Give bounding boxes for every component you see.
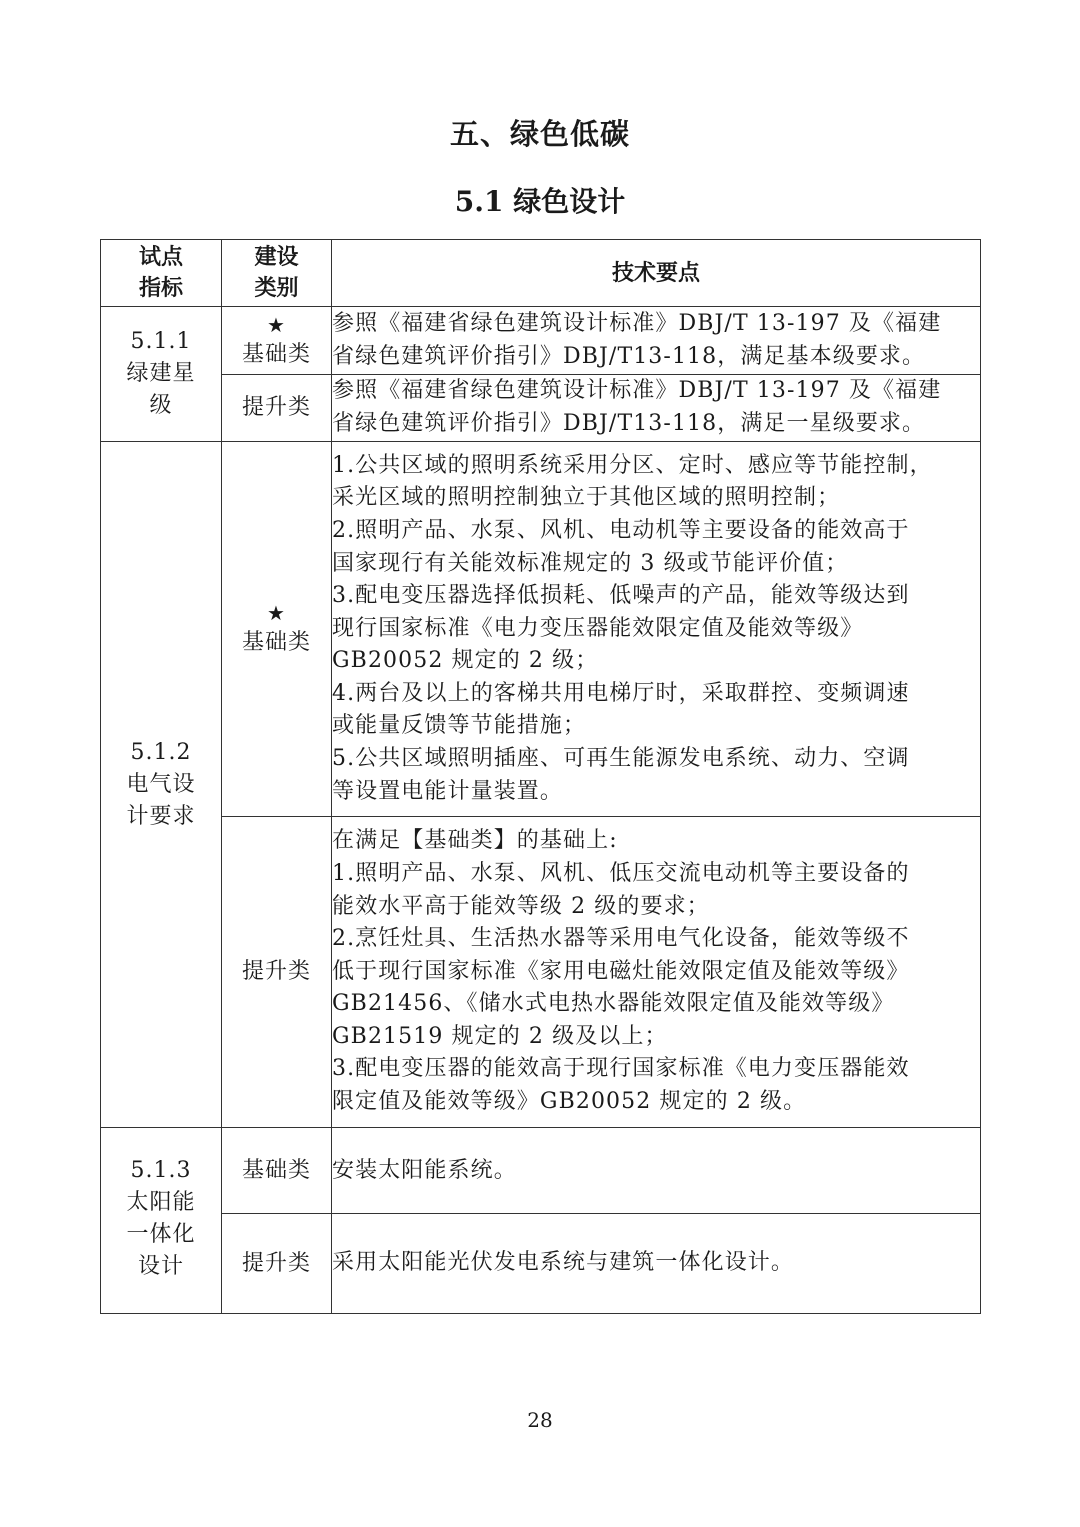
indicator-line: 5.1.1 bbox=[130, 329, 192, 354]
requirement-cell bbox=[332, 1128, 981, 1214]
category-label: 提升类 bbox=[241, 959, 311, 984]
requirement-line: 现行国家标准《电力变压器能效限定值及能效等级》 bbox=[332, 615, 864, 641]
table-row bbox=[101, 442, 981, 817]
requirement-cell bbox=[332, 307, 981, 375]
requirement-line: 或能量反馈等节能措施； bbox=[332, 713, 587, 739]
category-label: 提升类 bbox=[241, 1250, 311, 1276]
table-header-row bbox=[101, 240, 981, 307]
requirement-line: 限定值及能效等级》GB20052 规定的 2 级。 bbox=[332, 1089, 807, 1115]
requirement-line: 1.公共区域的照明系统采用分区、定时、感应等节能控制， bbox=[332, 452, 933, 478]
section-title: 5.1 绿色设计 bbox=[454, 185, 626, 218]
requirement-line: 4.两台及以上的客梯共用电梯厅时，采取群控、变频调速 bbox=[332, 680, 910, 706]
requirement-cell bbox=[332, 817, 981, 1128]
requirement-line: 等设置电能计量装置。 bbox=[332, 778, 564, 804]
indicator-line: 电气设 bbox=[126, 771, 196, 797]
indicator-line: 5.1.3 bbox=[130, 1158, 192, 1183]
requirement-line: 能效水平高于能效等级 2 级的要求； bbox=[332, 893, 710, 919]
requirement-cell bbox=[332, 1214, 981, 1314]
indicator-cell bbox=[101, 307, 222, 442]
category-cell bbox=[222, 307, 332, 375]
category-label: 基础类 bbox=[241, 1158, 311, 1183]
indicator-line: 级 bbox=[149, 393, 173, 418]
category-label: 基础类 bbox=[241, 341, 311, 367]
requirement-line: 采光区域的照明控制独立于其他区域的照明控制； bbox=[332, 485, 841, 511]
category-label: 基础类 bbox=[241, 630, 311, 655]
requirement-cell bbox=[332, 375, 981, 442]
header-requirements: 技术要点 bbox=[332, 240, 981, 307]
requirement-line: 安装太阳能系统。 bbox=[332, 1158, 517, 1183]
category-cell bbox=[222, 1214, 332, 1314]
category-cell bbox=[222, 817, 332, 1128]
category-label: 提升类 bbox=[241, 395, 311, 420]
requirement-line: 低于现行国家标准《家用电磁灶能效限定值及能效等级》 bbox=[332, 958, 910, 984]
header-category: 建设 类别 bbox=[222, 240, 332, 307]
requirement-line: 参照《福建省绿色建筑设计标准》DBJ/T 13-197 及《福建 bbox=[332, 310, 942, 336]
indicator-cell bbox=[101, 1128, 222, 1314]
indicator-line: 太阳能 bbox=[126, 1190, 196, 1215]
requirement-line: 参照《福建省绿色建筑设计标准》DBJ/T 13-197 及《福建 bbox=[332, 378, 942, 404]
requirement-line: GB21456、《储水式电热水器能效限定值及能效等级》 bbox=[332, 991, 895, 1017]
category-cell bbox=[222, 442, 332, 817]
category-cell bbox=[222, 375, 332, 442]
indicator-line: 计要求 bbox=[126, 803, 196, 829]
chapter-title: 五、绿色低碳 bbox=[449, 117, 630, 151]
requirement-cell bbox=[332, 442, 981, 817]
requirement-line: 省绿色建筑评价指引》DBJ/T13-118，满足基本级要求。 bbox=[332, 343, 926, 369]
table-body bbox=[101, 307, 981, 1314]
requirements-table bbox=[100, 239, 981, 1314]
indicator-line: 绿建星 bbox=[126, 361, 196, 386]
requirement-line: 采用太阳能光伏发电系统与建筑一体化设计。 bbox=[332, 1250, 795, 1276]
table-row bbox=[101, 817, 981, 1128]
indicator-line: 5.1.2 bbox=[130, 739, 192, 765]
requirement-line: GB20052 规定的 2 级； bbox=[332, 648, 599, 674]
requirement-line: 3.配电变压器选择低损耗、低噪声的产品，能效等级达到 bbox=[332, 583, 910, 609]
requirement-line: 3.配电变压器的能效高于现行国家标准《电力变压器能效 bbox=[332, 1056, 910, 1082]
requirement-line: 省绿色建筑评价指引》DBJ/T13-118，满足一星级要求。 bbox=[332, 411, 926, 436]
requirement-line: 5.公共区域照明插座、可再生能源发电系统、动力、空调 bbox=[332, 746, 910, 772]
header-indicator: 试点 指标 bbox=[101, 240, 222, 307]
page-number: 28 bbox=[527, 1408, 553, 1432]
requirement-line: GB21519 规定的 2 级及以上； bbox=[332, 1023, 668, 1049]
requirement-line: 2.照明产品、水泵、风机、电动机等主要设备的能效高于 bbox=[332, 517, 910, 543]
indicator-line: 一体化 bbox=[126, 1222, 196, 1247]
table-row bbox=[101, 375, 981, 442]
star-icon: ★ bbox=[267, 601, 286, 625]
requirement-line: 国家现行有关能效标准规定的 3 级或节能评价值； bbox=[332, 550, 849, 576]
requirement-line: 2.烹饪灶具、生活热水器等采用电气化设备，能效等级不 bbox=[332, 926, 910, 952]
indicator-line: 设计 bbox=[137, 1254, 184, 1279]
star-icon: ★ bbox=[267, 312, 286, 337]
table-row bbox=[101, 1128, 981, 1214]
indicator-cell bbox=[101, 442, 222, 1128]
table-row bbox=[101, 307, 981, 375]
requirement-line: 1.照明产品、水泵、风机、低压交流电动机等主要设备的 bbox=[332, 860, 910, 886]
category-cell bbox=[222, 1128, 332, 1214]
requirement-line: 在满足【基础类】的基础上: bbox=[332, 828, 618, 854]
table-row bbox=[101, 1214, 981, 1314]
